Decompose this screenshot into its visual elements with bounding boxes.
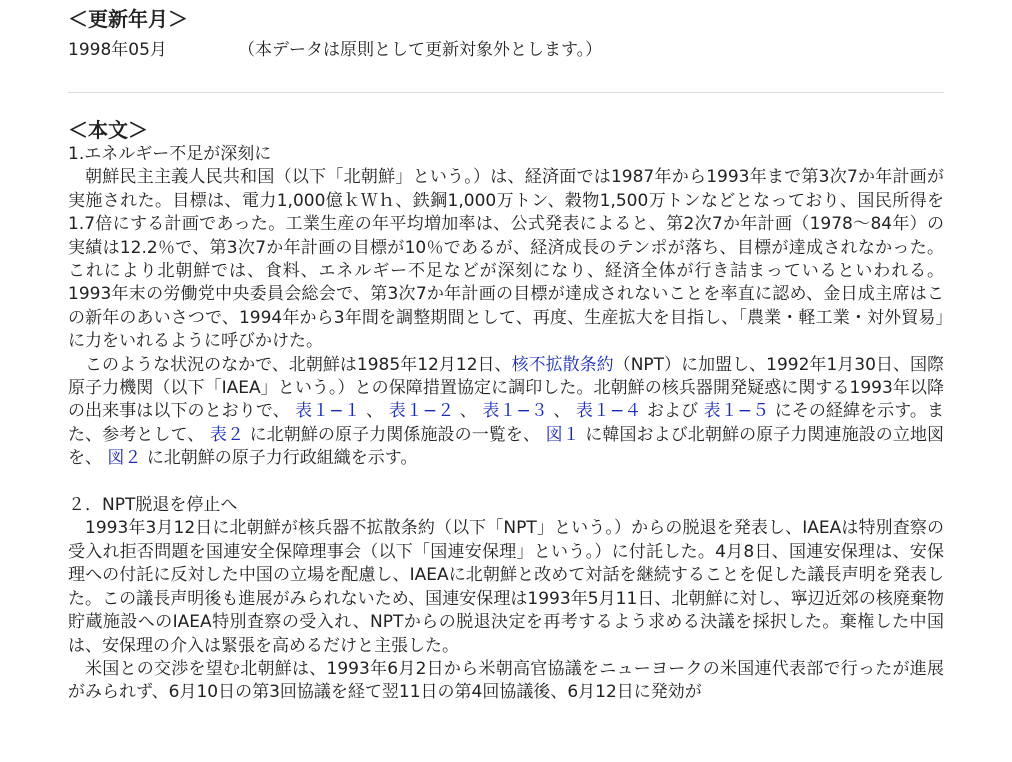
link-figure-2[interactable]: 図２ <box>107 448 142 469</box>
link-table-1-1[interactable]: 表１−１ <box>295 401 361 422</box>
link-figure-1[interactable]: 図１ <box>545 424 580 445</box>
link-table-1-5[interactable]: 表１−５ <box>703 401 770 422</box>
link-table-2[interactable]: 表２ <box>209 424 245 445</box>
document-page <box>68 6 944 705</box>
paragraph-text: にその経緯を示す。また、参考として、 <box>68 401 945 445</box>
separator: 、 <box>459 401 477 422</box>
update-note: （本データは原則として更新対象外とします。） <box>238 40 603 60</box>
paragraph-text: このような状況のなかで、北朝鮮は1985年12月12日、 <box>85 354 512 375</box>
link-table-1-3[interactable]: 表１−３ <box>482 401 548 422</box>
link-npt-treaty[interactable]: 核不拡散条約 <box>511 354 614 375</box>
update-date-value: 1998年05月 <box>68 40 167 60</box>
section-1-paragraph-2 <box>68 354 944 471</box>
conjunction-text: および <box>646 401 699 422</box>
section-2-paragraph-1: 1993年3月12日に北朝鮮が核兵器不拡散条約（以下「NPT」という。）からの脱退を発表し、IAEAは特別査察の受入れ拒否問題を国連安全保障理事会（以下「国連安保理」という。）に付託した。4月8日、国連安保理は、安保理への付託に反対した中国の立場を配慮し、IAEAに北朝鮮と改めて対話を継続することを促した議長声明を発表した。この議長声明後も進展がみられないため、国連安保理は1993年5月11日、北朝鮮に対し、寧辺近郊の核廃棄物貯蔵施設へのIAEA特別査察の受入れ、NPTからの脱退決定を再考するよう求める決議を採択した。棄権した中国は、安保理の介入は緊張を高めるだけと主張した。 <box>68 518 944 656</box>
paragraph-gap <box>68 471 944 494</box>
section-divider <box>68 92 944 93</box>
update-date-row <box>68 38 944 62</box>
paragraph-text: に北朝鮮の原子力行政組織を示す。 <box>146 448 418 469</box>
section-2-paragraph-2: 米国との交渉を望む北朝鮮は、1993年6月2日から米朝高官協議をニューヨークの米国連代表部で行ったが進展がみられず、6月10日の第3回協議を経て翌11日の第4回協議後、6月12日に発効が <box>68 658 944 703</box>
body-content <box>68 143 944 705</box>
paragraph-text: に北朝鮮の原子力関係施設の一覧を、 <box>249 424 541 445</box>
section-1-title: 1.エネルギー不足が深刻に <box>68 144 272 164</box>
paragraph-text: に韓国および北朝鮮の原子力関連施設の立地図を、 <box>68 424 945 469</box>
separator: 、 <box>366 401 384 422</box>
body-heading: ＜本文＞ <box>68 118 148 142</box>
paragraph-text: （NPT）に加盟し、1992年1月30日、国際原子力機関（以下「IAEA」という。）との保障措置協定に調印した。北朝鮮の核兵器開発疑惑に関する1993年以降の出来事は以下のとおりで、 <box>68 354 944 422</box>
update-date-heading: ＜更新年月＞ <box>68 7 188 31</box>
link-table-1-2[interactable]: 表１−２ <box>388 401 455 422</box>
link-table-1-4[interactable]: 表１−４ <box>575 401 642 422</box>
section-1-paragraph-1: 朝鮮民主主義人民共和国（以下「北朝鮮」という。）は、経済面では1987年から1993年まで第3次7か年計画が実施された。目標は、電力1,000億ｋＷｈ、鉄鋼1,000万トン、穀物1,500万トンなどとなっており、国民所得を1.7倍にする計画であった。工業生産の年平均増加率は、公式発表によると、第2次7か年計画（1978〜84年）の実績は12.2％で、第3次7か年計画の目標が10％であるが、経済成長のテンポが落ち、目標が達成されなかった。これにより北朝鮮では、食料、エネルギー不足などが深刻になり、経済全体が行き詰まっているといわれる。1993年末の労働党中央委員会総会で、第3次7か年計画の目標が達成されないことを率直に認め、金日成主席はこの新年のあいさつで、1994年から3年間を調整期間として、再度、生産拡大を目指し、「農業・軽工業・対外貿易」に力をいれるように呼びかけた。 <box>68 167 944 352</box>
section-2-title: ２．NPT脱退を停止へ <box>68 495 238 516</box>
separator: 、 <box>553 401 571 422</box>
